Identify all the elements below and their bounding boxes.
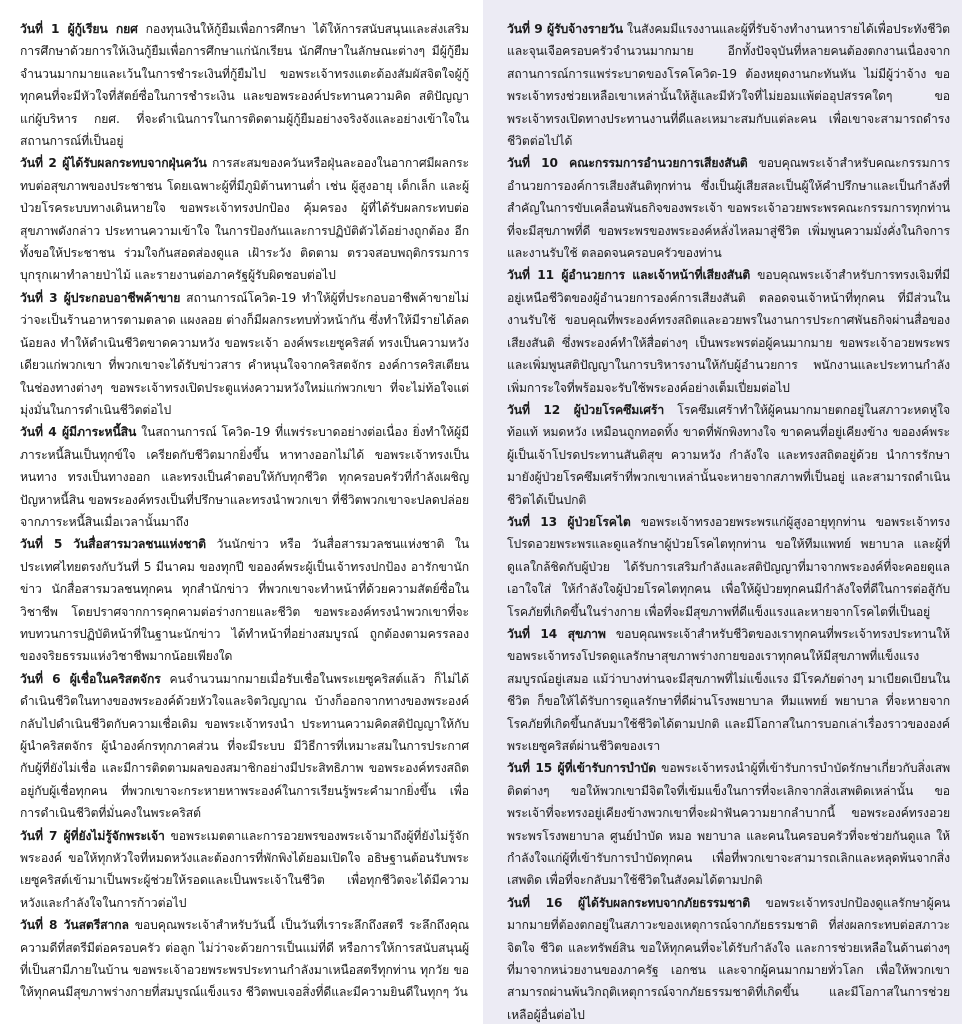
day-title: วันที่ 3 ผู้ประกอบอาชีพค้าขาย <box>20 290 181 305</box>
prayer-day-3 <box>20 287 469 421</box>
day-text: คนจำนวนมากมายเมื่อรับเชื่อในพระเยซูคริสต์แล้ว ก็ไม่ได้ดำเนินชีวิตในทางของพระองค์ด้วยหัวใจและจิตวิญญาณ บ้างก็ออกจากทางของพระองค์กลับไปดำเนินชีวิตกับความเชื่อเดิม ขอพระเจ้าทรงนำ ประทานความคิดสติปัญญาให้กับผู้นำคริสตจักร ผู้นำองค์กรทุกภาคส่วน ที่จะมีระบบ มีวิธีการที่เหมาะสมในการประกาศกับผู้ที่ยังไม่เชื่อ และมีการติดตามผลของสมาชิกอย่างมีประสิทธิภาพ ขอพระองค์ทรงสถิตอยู่กับผู้เชื่อทุกคน ที่พวกเขาจะกระหายหาพระองค์ในการเรียนรู้พระคำมากยิ่งขึ้น เพื่อการดำเนินชีวิตที่มั่นคงในพระคริสต์ <box>20 671 469 821</box>
day-text: ขอบคุณพระเจ้าสำหรับการทรงเจิมที่มีอยู่เหนือชีวิตของผู้อำนวยการองค์การเสียงสันติ ตลอดจนเจ้าหน้าที่ทุกคน ที่มีส่วนในงานรับใช้ ขอบคุณที่พระองค์ทรงสถิตและอวยพรในงานการประกาศพันธกิจผ่านสื่อของเสียงสันติ ซึ่งพระองค์ทำให้สื่อต่างๆ เป็นพระพรต่อผู้คนมากมาย ขอพระเจ้าอวยพระพรและเพิ่มพูนสติปัญญาในการบริหารงานให้กับผู้อำนวยการ พนักงานและประทานกำลัง เพิ่มการะใจที่พร้อมจะรับใช้พระองค์อย่างเต็มเปี่ยมต่อไป <box>507 268 950 395</box>
prayer-day-7 <box>20 825 469 915</box>
day-text: สถานการณ์โควิด-19 ทำให้ผู้ที่ประกอบอาชีพค้าขายไม่ว่าจะเป็นร้านอาหารตามตลาด แผงลอย ต่างก็มีผลกระทบทั่วหน้ากัน ซึ่งทำให้มีรายได้ลดน้อยลง ทำให้ดำเนินชีวิตขาดความหวัง ขอพระเจ้า องค์พระเยซูคริสต์ ทรงเป็นความหวังเดียวแก่พวกเขา ที่พวกเขาจะได้รับข่าวสาร คำหนุนใจจากคริสตจักร องค์การคริสเตียนในช่องทางต่างๆ ขอพระเจ้าทรงเปิดประตูแห่งความหวังใหม่แก่พวกเขา ที่จะไม่ท้อใจแต่มุ่งมั่นในการดำเนินชีวิตต่อไป <box>20 290 469 417</box>
day-title: วันที่ 5 วันสื่อสารมวลชนแห่งชาติ <box>20 537 206 552</box>
day-text: ในสังคมมีแรงงานและผู้ที่รับจ้างทำงานหารายได้เพื่อประทังชีวิตและจุนเจือครอบครัวจำนวนมากมาย อีกทั้งปัจจุบันที่หลายคนต้องตกงานเนื่องจากสถานการณ์การแพร่ระบาดของโรคโควิด-19 ต้องหยุดงานกะทันหัน ไม่มีผู้ว่าจ้าง ขอพระเจ้าทรงช่วยเหลือเขาเหล่านั้นให้สู้และมีหัวใจที่ไม่ยอมแพ้ต่ออุปสรรคใดๆ ขอพระเจ้าทรงเปิดทางประทานงานที่ดีและเหมาะสมกับแต่ละคน เพื่อเขาจะสามารถดำรงชีวิตต่อไปได้ <box>507 22 950 149</box>
day-text: โรคซึมเศร้าทำให้ผู้คนมากมายตกอยู่ในสภาวะหดหู่ใจ ท้อแท้ หมดหวัง เหมือนถูกทอดทิ้ง ขาดที่พักพิงทางใจ ขาดคนที่อยู่เคียงข้าง ขอองค์พระผู้เป็นเจ้าโปรดประทานสันติสุข ความหวัง กำลังใจ และทรงสถิตอยู่ด้วย นำการรักษามายังผู้ป่วยโรคซึมเศร้าที่พวกเขาเหล่านั้นจะหายจากสภาพที่เป็นอยู่ และสามารถดำเนินชีวิตได้เป็นปกติ <box>507 402 950 507</box>
day-text: ขอพระเจ้าทรงปกป้องดูแลรักษาผู้คนมากมายที่ต้องตกอยู่ในสภาวะของเหตุการณ์จากภัยธรรมชาติ ที่ส่งผลกระทบต่อสภาวะจิตใจ ชีวิต และทรัพย์สิน ขอให้ทุกคนที่จะได้รับกำลังใจ และการช่วยเหลือในด้านต่างๆ ที่มาจากหน่วยงานของภาครัฐ เอกชน และจากผู้คนมากมายทั่วโลก เพื่อให้พวกเขาสามารถผ่านพ้นวิกฤติเหตุการณ์จากภัยธรรมชาติที่เกิดขึ้น และมีโอกาสในการช่วยเหลือผู้อื่นต่อไป <box>507 895 950 1022</box>
prayer-day-4 <box>20 421 469 533</box>
day-text: ขอพระเจ้าทรงนำผู้ที่เข้ารับการบำบัดรักษาเกี่ยวกับสิ่งเสพติดต่างๆ ขอให้พวกเขามีจิตใจที่เข้มแข็งในการที่จะเลิกจากสิ่งเสพติดเหล่านั้น ขอพระเจ้าที่จะทรงอยู่เคียงข้างพวกเขาที่จะฝ่าฟันความยากลำบากนี้ ขอพระองค์ทรงอวยพระพรโรงพยาบาล ศูนย์บำบัด หมอ พยาบาล และคนในครอบครัวที่จะช่วยกันดูแล ให้กำลังใจแก่ผู้ที่เข้ารับการบำบัดทุกคน เพื่อที่พวกเขาจะสามารถเลิกและหลุดพ้นจากสิ่งเสพติด เพื่อที่จะกลับมาใช้ชีวิตในสังคมได้ตามปกติ <box>507 761 950 888</box>
day-text: วันนักข่าว หรือ วันสื่อสารมวลชนแห่งชาติ ในประเทศไทยตรงกับวันที่ 5 มีนาคม ของทุกปี ขอองค์พระผู้เป็นเจ้าทรงปกป้อง อารักขานักข่าว นักสื่อสารมวลชนทุกคน ทุกสำนักข่าว ที่พวกเขาจะทำหน้าที่ด้วยความสัตย์ซื่อในวิชาชีพ โดยปราศจากการคุกคามต่อร่างกายและชีวิต ขอพระองค์ทรงนำพวกเขาที่จะทบทวนการปฏิบัติหน้าที่ในฐานะนักข่าว ได้ทำหน้าที่อย่างสมบูรณ์ ถูกต้องตามครรลองของจริยธรรมแห่งวิชาชีพมากน้อยเพียงใด <box>20 537 469 664</box>
prayer-day-15 <box>507 757 950 891</box>
day-title: วันที่ 14 สุขภาพ <box>507 626 606 641</box>
prayer-day-16 <box>507 892 950 1024</box>
day-text: ขอบคุณพระเจ้าสำหรับชีวิตของเราทุกคนที่พระเจ้าทรงประทานให้ ขอพระเจ้าทรงโปรดดูแลรักษาสุขภาพร่างกายของเราทุกคนให้มีสุขภาพที่แข็งแรงสมบูรณ์อยู่เสมอ แม้ว่าบางท่านจะมีสุขภาพที่ไม่แข็งแรง มีโรคภัยต่างๆ มาเบียดเบียนในชีวิต ก็ขอให้ได้รับการดูแลรักษาที่ดีผ่านโรงพยาบาล ทีมแพทย์ พยาบาล ที่จะหายจากโรคภัยที่เกิดขึ้นกลับมาใช้ชีวิตได้ตามปกติ และมีโอกาสในการบอกเล่าเรื่องราวขององค์พระเยซูคริสต์ผ่านชีวิตของเรา <box>507 626 950 753</box>
day-title: วันที่ 13 ผู้ป่วยโรคไต <box>507 514 631 529</box>
day-title: วันที่ 4 ผู้มีภาระหนี้สิน <box>20 425 137 440</box>
day-text: การสะสมของควันหรือฝุ่นละอองในอากาศมีผลกระทบต่อสุขภาพของประชาชน โดยเฉพาะผู้ที่มีภูมิต้านทานต่ำ เช่น ผู้สูงอายุ เด็กเล็ก และผู้ป่วยโรคระบบทางเดินหายใจ ขอพระเจ้าทรงปกป้อง คุ้มครอง ผู้ที่ได้รับผลกระทบต่อสุขภาพดังกล่าว ประทานความเข้าใจ ในการป้องกันและการปฏิบัติตัวได้อย่างถูกต้อง อีกทั้งขอให้ประชาชน ร่วมใจกันสอดส่องดูแล เฝ้าระวัง ติดตาม ตรวจสอบพฤติกรรมการบุกรุกเผาทำลายป่าไม้ และรายงานต่อภาครัฐผู้รับผิดชอบต่อไป <box>20 156 469 283</box>
prayer-day-12 <box>507 399 950 511</box>
prayer-day-5 <box>20 533 469 667</box>
day-title: วันที่ 1 ผู้กู้เรียน กยศ <box>20 22 138 36</box>
day-title: วันที่ 7 ผู้ที่ยังไม่รู้จักพระเจ้า <box>20 828 165 843</box>
prayer-day-11 <box>507 264 950 398</box>
prayer-day-14 <box>507 623 950 757</box>
day-text: กองทุนเงินให้กู้ยืมเพื่อการศึกษา ได้ให้การสนับสนุนและส่งเสริมการศึกษาด้วยการให้เงินกู้ยืมเพื่อการศึกษาแก่นักเรียน นักศึกษาในลักษณะต่างๆ มีผู้กู้ยืมจำนวนมากมายและเว้นในการชำระเงินที่กู้ยืมไป ขอพระเจ้าทรงแตะต้องสัมผัสจิตใจผู้กู้ทุกคนที่จะมีหัวใจที่สัตย์ซื่อในการชำระเงิน และขอพระองค์ประทานความคิด สติปัญญาแก่ผู้บริหาร กยศ. ที่จะดำเนินการในการติดตามผู้กู้ยืมอย่างจริงจังและอย่างเข้าใจในสถานการณ์ที่เป็นอยู่ <box>20 22 470 149</box>
day-title: วันที่ 9 ผู้รับจ้างรายวัน <box>507 22 624 36</box>
prayer-day-10 <box>507 152 950 264</box>
day-title: วันที่ 2 ผู้ได้รับผลกระทบจากฝุ่นควัน <box>20 156 207 171</box>
day-title: วันที่ 12 ผู้ป่วยโรคซึมเศร้า <box>507 402 665 417</box>
day-text: ขอพระเจ้าทรงอวยพระพรแก่ผู้สูงอายุทุกท่าน ขอพระเจ้าทรงโปรดอวยพระพรและดูแลรักษาผู้ป่วยโรคไตทุกท่าน ขอให้ทีมแพทย์ พยาบาล และผู้ที่ดูแลใกล้ชิดกับผู้ป่วย ได้รับการเสริมกำลังและสติปัญญาที่มาจากพระองค์ที่จะคอยดูแลเอาใจใส่ ให้กำลังใจผู้ป่วยโรคไตทุกคน เพื่อให้ผู้ป่วยทุกคนมีกำลังใจที่ดีในการต่อสู้กับโรคภัยที่เกิดขึ้นในร่างกาย เพื่อที่จะมีสุขภาพที่ดีแข็งแรงและหายจากโรคไตที่เป็นอยู่ <box>507 514 951 619</box>
prayer-day-13 <box>507 511 950 623</box>
prayer-day-6 <box>20 668 469 825</box>
day-text: ในสถานการณ์ โควิด-19 ที่แพร่ระบาดอย่างต่อเนื่อง ยิ่งทำให้ผู้มีภาระหนี้สินเป็นทุกข์ใจ เครียดกับชีวิตมากยิ่งขึ้น หาทางออกไม่ได้ ขอพระเจ้าทรงเป็นหนทาง ทรงเป็นทางออก และทรงเป็นคำตอบให้กับทุกชีวิต ทุกครอบครัวที่กำลังเผชิญปัญหาหนี้สิน ขอพระองค์ทรงเป็นที่ปรึกษาและทรงนำพวกเขา ที่ชีวิตพวกเขาจะปลดปล่อยจากภาระหนี้สินเมื่อเวลานั้นมาถึง <box>20 425 469 529</box>
prayer-day-2 <box>20 152 469 286</box>
day-text: ขอพระเมตตาและการอวยพรของพระเจ้ามาถึงผู้ที่ยังไม่รู้จักพระองค์ ขอให้ทุกหัวใจที่หมดหวังและต้องการที่พักพิงได้ยอมเปิดใจ อธิษฐานต้อนรับพระเยซูคริสต์เข้ามาเป็นพระผู้ช่วยให้รอดและเป็นพระเจ้าในชีวิต เพื่อทุกชีวิตจะได้มีความหวังและกำลังใจในการก้าวต่อไป <box>20 828 469 910</box>
day-title: วันที่ 16 ผู้ได้รับผลกระทบจากภัยธรรมชาติ <box>507 895 751 910</box>
day-title: วันที่ 6 ผู้เชื่อในคริสตจักร <box>20 671 161 686</box>
right-column <box>483 0 962 1024</box>
day-title: วันที่ 8 วันสตรีสากล <box>20 918 129 933</box>
prayer-day-1 <box>20 18 469 152</box>
day-text: ขอบคุณพระเจ้าสำหรับวันนี้ เป็นวันที่เราระลึกถึงสตรี ระลึกถึงคุณความดีที่สตรีมีต่อครอบครัว ต่อลูก ไม่ว่าจะด้วยการเป็นแม่ที่ดี หรือการให้การสนับสนุนผู้ที่เป็นสามีภายในบ้าน ขอพระเจ้าอวยพระพรประทานกำลังมาเหนือสตรีทุกท่าน ทุกวัย ขอให้ทุกคนมีสุขภาพร่างกายที่สมบูรณ์แข็งแรง ชีวิตพบเจอสิ่งที่ดีและมีความยินดีในทุกๆ วัน <box>20 918 469 1000</box>
day-title: วันที่ 10 คณะกรรมการอำนวยการเสียงสันติ <box>507 156 748 171</box>
day-title: วันที่ 11 ผู้อำนวยการ และเจ้าหน้าที่เสียงสันติ <box>507 268 751 283</box>
day-text: ขอบคุณพระเจ้าสำหรับคณะกรรมการอำนวยการองค์การเสียงสันติทุกท่าน ซึ่งเป็นผู้เสียสละเป็นผู้ให้คำปรึกษาและเป็นกำลังที่สำคัญในการขับเคลื่อนพันธกิจของพระเจ้า ขอพระเจ้าอวยพระพรคณะกรรมการทุกท่านที่จะมีสุขภาพที่ดี ขอพระพรของพระองค์หลั่งไหลมาสู่ชีวิต เพิ่มพูนความมั่งคั่งในกิจการและงานรับใช้ ตลอดจนครอบครัวของท่าน <box>507 156 950 261</box>
day-title: วันที่ 15 ผู้ที่เข้ารับการบำบัด <box>507 761 657 776</box>
prayer-day-8 <box>20 914 469 1004</box>
prayer-day-9 <box>507 18 950 152</box>
